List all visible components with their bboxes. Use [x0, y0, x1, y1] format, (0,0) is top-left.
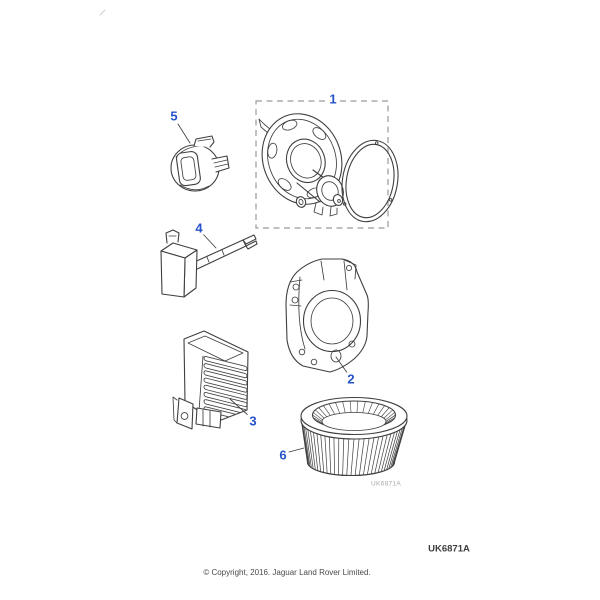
drawing-code: UK6871A [428, 543, 470, 555]
diagram-watermark: UK6871A [371, 480, 401, 488]
callout-5[interactable]: 5 [170, 108, 178, 124]
callout-4[interactable]: 4 [195, 220, 203, 236]
part-1-blower-motor-assembly[interactable] [250, 102, 405, 226]
copyright-text: © Copyright, 2016. Jaguar Land Rover Limited. [203, 568, 371, 577]
part-6-blower-wheel[interactable] [301, 398, 407, 476]
part-2-blower-housing[interactable] [286, 259, 368, 372]
callout-2[interactable]: 2 [347, 371, 355, 387]
part-5-small-motor[interactable] [171, 136, 229, 191]
callout-1[interactable]: 1 [329, 91, 337, 107]
stray-mark [100, 10, 105, 15]
callout-3[interactable]: 3 [249, 413, 257, 429]
seal-ring [336, 136, 404, 226]
callout-6[interactable]: 6 [279, 447, 287, 463]
